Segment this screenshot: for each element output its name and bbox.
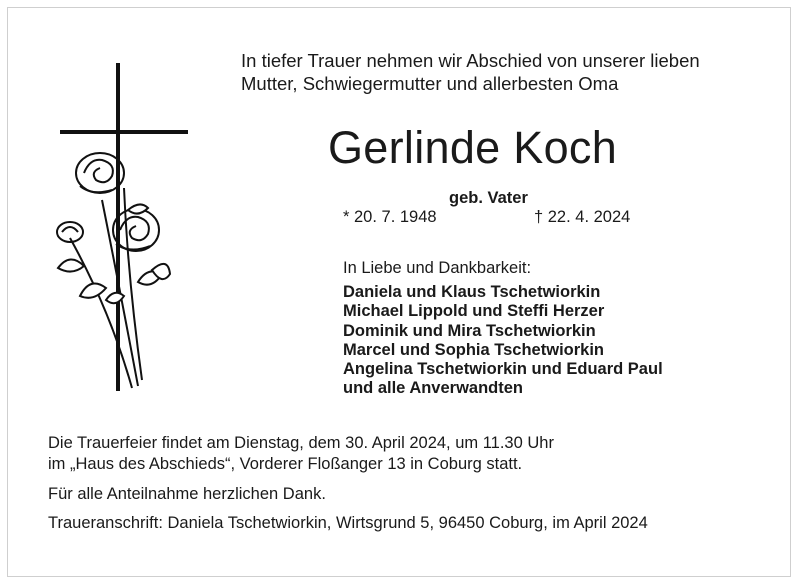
service-line-2: im „Haus des Abschieds“, Vorderer Floßanger 13 in Coburg statt. [48,455,523,473]
mourner-item: Angelina Tschetwiorkin und Eduard Paul [343,360,663,379]
mourner-item: und alle Anverwandten [343,379,524,398]
intro-line-2: Mutter, Schwiegermutter und allerbesten Oma [241,73,619,94]
mourners-list [343,283,663,399]
love-line: In Liebe und Dankbarkeit: [343,259,532,277]
mourner-item: Michael Lippold und Steffi Herzer [343,302,605,321]
maiden-name: geb. Vater [449,189,528,207]
mourner-item: Dominik und Mira Tschetwiorkin [343,321,596,340]
service-info [48,433,554,475]
service-line-1: Die Trauerfeier findet am Dienstag, dem 30. April 2024, um 11.30 Uhr [48,434,554,452]
birth-date: * 20. 7. 1948 [343,208,437,226]
intro-line-1: In tiefer Trauer nehmen wir Abschied von unserer lieben [241,50,700,71]
cross-with-roses-icon [40,60,200,400]
mourner-item: Marcel und Sophia Tschetwiorkin [343,340,604,359]
death-date: † 22. 4. 2024 [534,208,631,226]
thanks-text: Für alle Anteilnahme herzlichen Dank. [48,485,326,503]
deceased-name: Gerlinde Koch [328,122,618,173]
intro-text [241,49,700,95]
address-text: Traueranschrift: Daniela Tschetwiorkin, Wirtsgrund 5, 96450 Coburg, im April 2024 [48,514,648,532]
mourner-item: Daniela und Klaus Tschetwiorkin [343,283,601,301]
